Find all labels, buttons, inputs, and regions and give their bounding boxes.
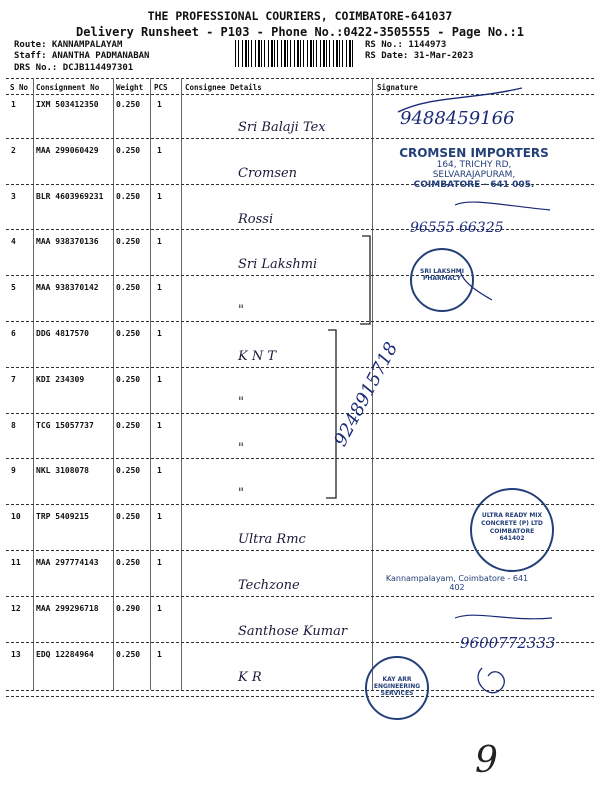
row-pcs: 1 bbox=[157, 420, 162, 430]
row-sno: 12 bbox=[11, 603, 21, 613]
row-consignment-no: TCG 15057737 bbox=[36, 420, 94, 430]
row-sno: 2 bbox=[11, 145, 16, 155]
row-weight: 0.250 bbox=[116, 420, 141, 430]
staff-label: Staff: ANANTHA PADMANABAN bbox=[14, 51, 150, 61]
col-header-consignment: Consignment No bbox=[36, 83, 100, 92]
row-sno: 11 bbox=[11, 558, 21, 567]
row-consignee: K N T bbox=[238, 349, 277, 364]
col-header-consignee: Consignee Details bbox=[185, 83, 262, 92]
row-consignee: Cromsen bbox=[238, 165, 298, 181]
row-consignment-no: DDG 4817570 bbox=[36, 329, 89, 338]
row-consignee: " bbox=[238, 440, 244, 456]
row-pcs: 1 bbox=[157, 100, 162, 109]
row-consignment-no: MAA 299060429 bbox=[36, 145, 99, 155]
row-consignee: " bbox=[238, 303, 244, 319]
row-weight: 0.250 bbox=[116, 374, 141, 384]
row-sno: 5 bbox=[11, 283, 16, 293]
row-consignment-no: KDI 234309 bbox=[36, 374, 85, 384]
stamp-ultra-rmc-text: ULTRA READY MIX CONCRETE (P) LTD COIMBATORE 641402 bbox=[481, 512, 543, 543]
company-title: THE PROFESSIONAL COURIERS, COIMBATORE-641037 bbox=[147, 9, 453, 23]
row-sno: 6 bbox=[11, 329, 16, 338]
stamp-kay-arr bbox=[365, 656, 429, 720]
signature-phone-12: 9600772333 bbox=[460, 634, 556, 652]
row-pcs: 1 bbox=[157, 466, 162, 476]
row-consignee: Sri Lakshmi bbox=[238, 257, 318, 273]
row-weight: 0.250 bbox=[116, 466, 141, 476]
row-sno: 10 bbox=[11, 512, 21, 522]
col-header-pcs: PCS bbox=[154, 83, 168, 92]
stamp-cromsen-addr3: COIMBATORE - 641 005. bbox=[413, 180, 535, 190]
row-sno: 7 bbox=[11, 374, 16, 384]
col-header-signature: Signature bbox=[377, 83, 418, 92]
row-pcs: 1 bbox=[157, 329, 162, 338]
row-pcs: 1 bbox=[157, 237, 162, 247]
row-consignee: " bbox=[238, 394, 244, 410]
row-sno: 1 bbox=[11, 100, 16, 109]
row-consignment-no: EDQ 12284964 bbox=[36, 649, 94, 659]
row-pcs: 1 bbox=[157, 558, 162, 567]
row-weight: 0.250 bbox=[116, 145, 141, 155]
rs-date: RS Date: 31-Mar-2023 bbox=[365, 51, 474, 61]
stamp-cromsen-addr1: 164, TRICHY RD, bbox=[436, 160, 512, 170]
row-consignee: Santhose Kumar bbox=[238, 623, 348, 639]
row-consignee: Techzone bbox=[238, 578, 300, 593]
col-header-weight: Weight bbox=[116, 83, 144, 92]
row-pcs: 1 bbox=[157, 649, 162, 659]
row-weight: 0.250 bbox=[116, 191, 141, 201]
row-sno: 9 bbox=[11, 466, 16, 476]
row-pcs: 1 bbox=[157, 512, 162, 522]
row-pcs: 1 bbox=[157, 145, 162, 155]
row-consignment-no: MAA 297774143 bbox=[36, 558, 99, 567]
row-consignee: Sri Balaji Tex bbox=[238, 120, 326, 135]
row-pcs: 1 bbox=[157, 283, 162, 293]
row-consignee: K R bbox=[238, 669, 262, 685]
row-consignment-no: MAA 938370142 bbox=[36, 283, 99, 293]
row-weight: 0.250 bbox=[116, 512, 141, 522]
row-weight: 0.250 bbox=[116, 649, 141, 659]
row-consignment-no: NKL 3108078 bbox=[36, 466, 89, 476]
stamp-pharmacy bbox=[410, 248, 474, 312]
row-weight: 0.250 bbox=[116, 283, 141, 293]
runsheet-title: Delivery Runsheet - P103 - Phone No.:0422-3505555 - Page No.:1 bbox=[76, 25, 524, 39]
row-sno: 3 bbox=[11, 191, 16, 201]
row-pcs: 1 bbox=[157, 603, 162, 613]
row-weight: 0.250 bbox=[116, 558, 141, 567]
rs-number: RS No.: 1144973 bbox=[365, 40, 447, 50]
stamp-kay-arr-text: KAY ARR ENGINEERING SERVICES bbox=[373, 676, 421, 698]
stamp-pharmacy-text: SRI LAKSHMI PHARMACY bbox=[420, 268, 464, 283]
signature-phone-3: 96555 66325 bbox=[410, 220, 504, 236]
row-pcs: 1 bbox=[157, 374, 162, 384]
row-sno: 8 bbox=[11, 420, 16, 430]
row-sno: 13 bbox=[11, 649, 21, 659]
row-pcs: 1 bbox=[157, 191, 162, 201]
row-consignment-no: MAA 938370136 bbox=[36, 237, 99, 247]
row-consignment-no: IXM 503412350 bbox=[36, 100, 99, 109]
signature-phone-6-9: 9248915718 bbox=[330, 338, 403, 450]
route-label: Route: KANNAMPALAYAM bbox=[14, 40, 123, 50]
row-consignment-no: BLR 4603969231 bbox=[36, 191, 104, 201]
drs-number: DRS No.: DCJB114497301 bbox=[14, 63, 134, 73]
row-consignee: Rossi bbox=[238, 211, 274, 227]
row-consignee: " bbox=[238, 486, 244, 502]
row-consignee: Ultra Rmc bbox=[238, 532, 306, 548]
stamp-techzone: Kannampalayam, Coimbatore - 641 402 bbox=[385, 574, 529, 592]
row-weight: 0.250 bbox=[116, 100, 141, 109]
row-weight: 0.250 bbox=[116, 237, 141, 247]
row-sno: 4 bbox=[11, 237, 16, 247]
stamp-cromsen-addr2: SELVARAJAPURAM, bbox=[432, 170, 516, 180]
row-weight: 0.250 bbox=[116, 329, 141, 338]
stamp-cromsen-name: CROMSEN IMPORTERS bbox=[399, 146, 549, 160]
stamp-cromsen bbox=[388, 146, 560, 190]
handwritten-page-mark: 9 bbox=[475, 740, 498, 781]
row-weight: 0.290 bbox=[116, 603, 141, 613]
col-header-sno: S No bbox=[10, 83, 29, 92]
signature-phone-1: 9488459166 bbox=[400, 108, 515, 129]
row-consignment-no: TRP 5409215 bbox=[36, 512, 89, 522]
stamp-ultra-rmc bbox=[470, 488, 554, 572]
row-consignment-no: MAA 299296718 bbox=[36, 603, 99, 613]
